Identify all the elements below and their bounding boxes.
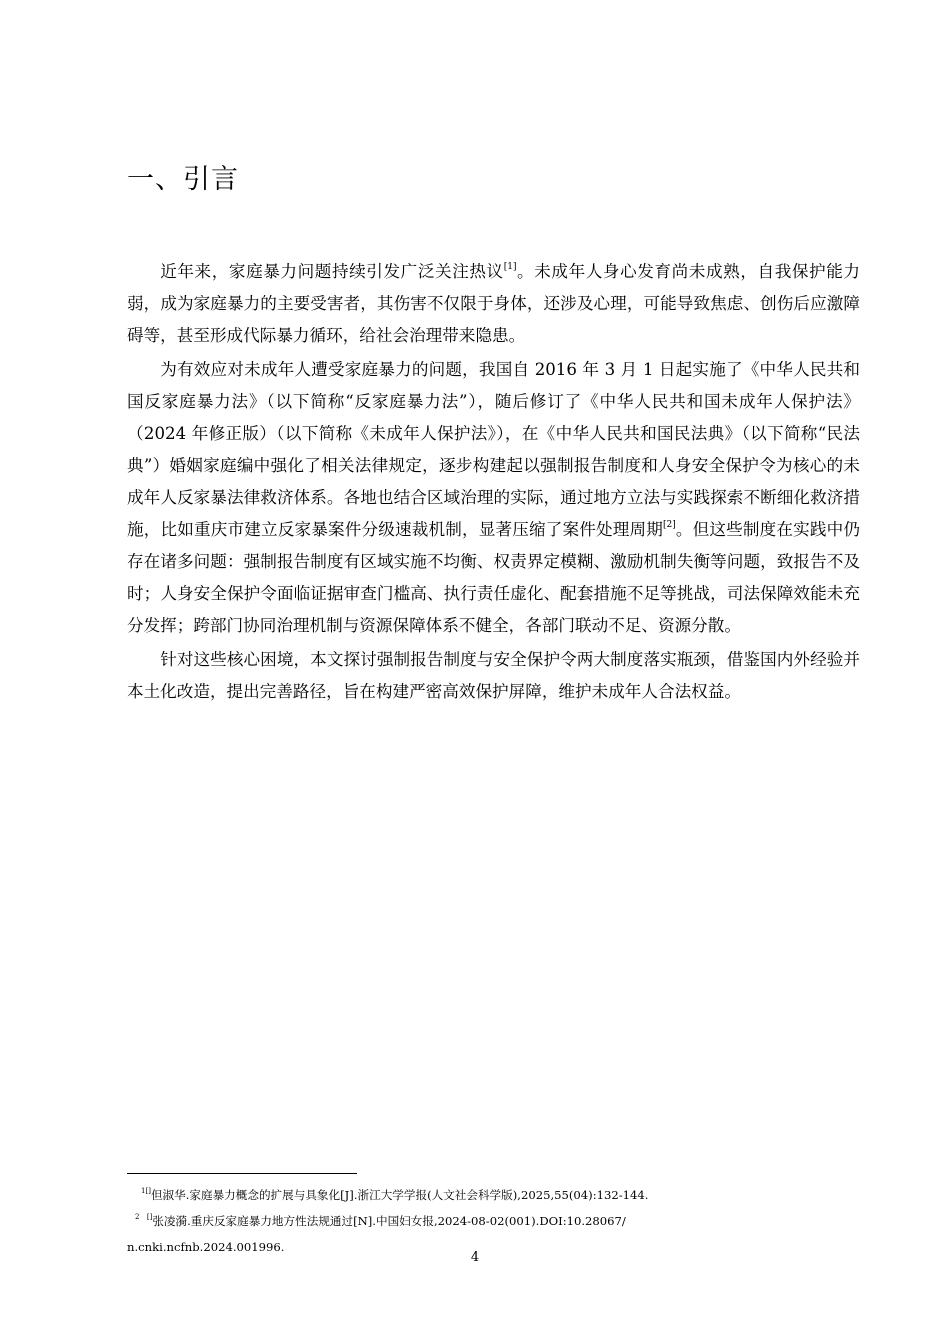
body-text: [127, 256, 860, 710]
footnote-1: [127, 1182, 867, 1208]
footnote-2-continuation: n.cnki.ncfnb.2024.001996.: [127, 1240, 285, 1254]
citation-ref-1[interactable]: [1]: [503, 262, 517, 272]
paragraph-1-text-a: 近年来，家庭暴力问题持续引发广泛关注热议: [160, 262, 504, 281]
footnote-1-text: 但淑华.家庭暴力概念的扩展与具象化[J].浙江大学学报(人文社会科学版),2025,55(04):132-144.: [150, 1188, 649, 1202]
footnote-2: [127, 1208, 867, 1234]
footnote-separator: [127, 1173, 357, 1174]
citation-ref-2[interactable]: [2]: [663, 520, 676, 530]
paragraph-1: [127, 256, 860, 352]
footnote-1-bracket: []: [145, 1187, 151, 1195]
footnote-2-text: 张凌漪.重庆反家庭暴力地方性法规通过[N].中国妇女报,2024-08-02(001).DOI:10.28067/: [152, 1214, 626, 1228]
footnote-1-mark: 1: [141, 1187, 146, 1195]
paragraph-2: [127, 354, 860, 642]
paragraph-1-text-b: 。未成年人身心发育尚未成熟，自我保护能力弱，成为家庭暴力的主要受害者，其伤害不仅限于身体，还涉及心理，可能导致焦虑、创伤后应激障碍等，甚至形成代际暴力循环，给社会治理带来隐患。: [127, 262, 860, 345]
page-number: 4: [470, 1250, 480, 1265]
paragraph-2-text-a: 为有效应对未成年人遭受家庭暴力的问题，我国自 2016 年 3 月 1 日起实施了《中华人民共和国反家庭暴力法》（以下简称“反家庭暴力法”），随后修订了《中华人民共和国未成年人保护法》（2024 年修正版）（以下简称《未成年人保护法》），在《中华人民共和国民法典》（以下简称“民法典”）婚姻家庭编中强化了相关法律规定，逐步构建起以强制报告制度和人身安全保护令为核心的未成年人反家暴法律救济体系。各地也结合区域治理的实际，通过地方立法与实践探索不断细化救济措施，比如重庆市建立反家暴案件分级速裁机制，显著压缩了案件处理周期: [127, 360, 860, 539]
footnote-2-bracket: []: [146, 1213, 153, 1221]
paragraph-3: 针对这些核心困境，本文探讨强制报告制度与安全保护令两大制度落实瓶颈，借鉴国内外经验并本土化改造，提出完善路径，旨在构建严密高效保护屏障，维护未成年人合法权益。: [127, 650, 860, 701]
section-heading: 一、引言: [127, 164, 239, 195]
paragraph-2-text-b: 。但这些制度在实践中仍存在诸多问题：强制报告制度有区域实施不均衡、权责界定模糊、激励机制失衡等问题，致报告不及时；人身安全保护令面临证据审查门槛高、执行责任虚化、配套措施不足等挑战，司法保障效能未充分发挥；跨部门协同治理机制与资源保障体系不健全，各部门联动不足、资源分散。: [127, 520, 860, 635]
footnote-2-mark: 2: [135, 1213, 140, 1221]
